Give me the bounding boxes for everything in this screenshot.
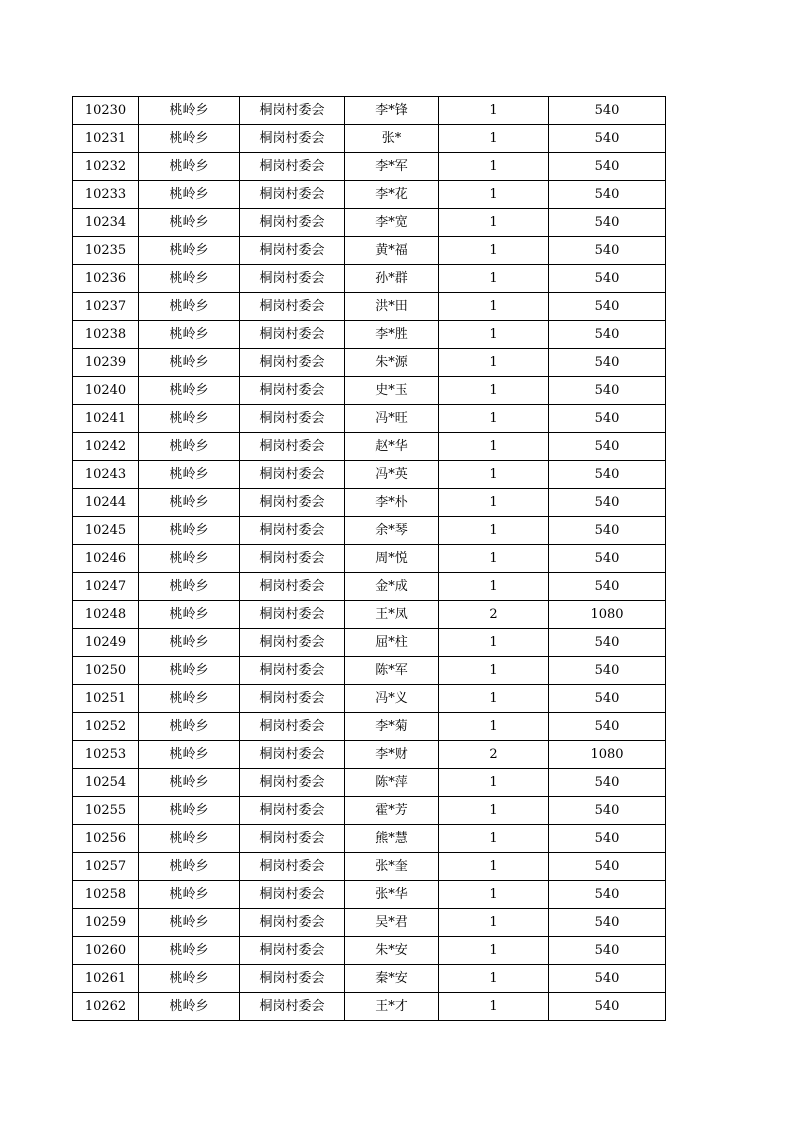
cell-count: 1 [439,181,549,209]
cell-count: 1 [439,265,549,293]
cell-amount: 540 [549,937,666,965]
cell-amount: 540 [549,349,666,377]
cell-township: 桃岭乡 [139,293,240,321]
cell-village: 桐岗村委会 [240,293,345,321]
cell-name: 朱*源 [345,349,439,377]
cell-township: 桃岭乡 [139,237,240,265]
cell-amount: 540 [549,405,666,433]
table-row [73,125,666,153]
table-row [73,741,666,769]
cell-township: 桃岭乡 [139,881,240,909]
cell-village: 桐岗村委会 [240,741,345,769]
cell-name: 李*锋 [345,97,439,125]
cell-amount: 540 [549,685,666,713]
cell-village: 桐岗村委会 [240,181,345,209]
cell-township: 桃岭乡 [139,993,240,1021]
cell-count: 1 [439,797,549,825]
cell-id: 10257 [73,853,139,881]
table-row [73,685,666,713]
cell-id: 10247 [73,573,139,601]
table-row [73,377,666,405]
table-row [73,853,666,881]
cell-village: 桐岗村委会 [240,937,345,965]
cell-id: 10249 [73,629,139,657]
table-body [73,97,666,1021]
cell-count: 1 [439,881,549,909]
cell-township: 桃岭乡 [139,97,240,125]
table-row [73,321,666,349]
cell-id: 10259 [73,909,139,937]
cell-count: 1 [439,461,549,489]
cell-amount: 540 [549,825,666,853]
table-row [73,293,666,321]
cell-name: 冯*旺 [345,405,439,433]
cell-township: 桃岭乡 [139,405,240,433]
cell-township: 桃岭乡 [139,377,240,405]
cell-id: 10243 [73,461,139,489]
cell-village: 桐岗村委会 [240,825,345,853]
cell-township: 桃岭乡 [139,181,240,209]
cell-name: 李*财 [345,741,439,769]
cell-amount: 540 [549,797,666,825]
cell-count: 1 [439,545,549,573]
cell-name: 李*菊 [345,713,439,741]
cell-count: 1 [439,685,549,713]
cell-township: 桃岭乡 [139,937,240,965]
cell-name: 李*宽 [345,209,439,237]
table-row [73,909,666,937]
cell-count: 1 [439,965,549,993]
cell-name: 李*花 [345,181,439,209]
cell-amount: 540 [549,181,666,209]
cell-count: 2 [439,601,549,629]
cell-village: 桐岗村委会 [240,433,345,461]
cell-amount: 540 [549,237,666,265]
cell-village: 桐岗村委会 [240,713,345,741]
cell-village: 桐岗村委会 [240,573,345,601]
table-row [73,461,666,489]
cell-township: 桃岭乡 [139,433,240,461]
cell-id: 10251 [73,685,139,713]
cell-count: 1 [439,489,549,517]
cell-count: 1 [439,993,549,1021]
cell-amount: 540 [549,433,666,461]
cell-township: 桃岭乡 [139,769,240,797]
cell-amount: 540 [549,377,666,405]
cell-id: 10250 [73,657,139,685]
cell-count: 1 [439,909,549,937]
cell-id: 10241 [73,405,139,433]
cell-name: 冯*英 [345,461,439,489]
cell-name: 陈*萍 [345,769,439,797]
cell-name: 洪*田 [345,293,439,321]
cell-township: 桃岭乡 [139,517,240,545]
cell-id: 10242 [73,433,139,461]
cell-id: 10230 [73,97,139,125]
cell-count: 1 [439,433,549,461]
cell-township: 桃岭乡 [139,153,240,181]
cell-amount: 540 [549,713,666,741]
cell-amount: 540 [549,461,666,489]
table-row [73,993,666,1021]
cell-name: 李*胜 [345,321,439,349]
cell-id: 10231 [73,125,139,153]
data-table [72,96,666,1021]
cell-name: 余*琴 [345,517,439,545]
cell-name: 陈*军 [345,657,439,685]
cell-village: 桐岗村委会 [240,125,345,153]
cell-township: 桃岭乡 [139,209,240,237]
cell-village: 桐岗村委会 [240,657,345,685]
cell-id: 10240 [73,377,139,405]
cell-name: 张* [345,125,439,153]
table-row [73,881,666,909]
cell-amount: 540 [549,209,666,237]
cell-id: 10236 [73,265,139,293]
cell-count: 1 [439,937,549,965]
cell-village: 桐岗村委会 [240,545,345,573]
cell-id: 10232 [73,153,139,181]
cell-township: 桃岭乡 [139,461,240,489]
cell-amount: 1080 [549,741,666,769]
cell-village: 桐岗村委会 [240,965,345,993]
cell-village: 桐岗村委会 [240,797,345,825]
cell-id: 10237 [73,293,139,321]
cell-amount: 540 [549,573,666,601]
cell-village: 桐岗村委会 [240,993,345,1021]
cell-name: 黄*福 [345,237,439,265]
cell-village: 桐岗村委会 [240,853,345,881]
cell-name: 熊*慧 [345,825,439,853]
cell-township: 桃岭乡 [139,321,240,349]
cell-township: 桃岭乡 [139,825,240,853]
table-row [73,573,666,601]
cell-amount: 540 [549,769,666,797]
cell-id: 10239 [73,349,139,377]
cell-village: 桐岗村委会 [240,265,345,293]
table-row [73,97,666,125]
cell-village: 桐岗村委会 [240,349,345,377]
cell-amount: 540 [549,909,666,937]
table-row [73,489,666,517]
cell-village: 桐岗村委会 [240,489,345,517]
cell-township: 桃岭乡 [139,349,240,377]
cell-name: 秦*安 [345,965,439,993]
cell-id: 10233 [73,181,139,209]
table-row [73,965,666,993]
cell-amount: 540 [549,517,666,545]
cell-township: 桃岭乡 [139,573,240,601]
cell-amount: 1080 [549,601,666,629]
cell-township: 桃岭乡 [139,265,240,293]
cell-township: 桃岭乡 [139,909,240,937]
cell-amount: 540 [549,265,666,293]
cell-count: 1 [439,573,549,601]
table-row [73,237,666,265]
cell-amount: 540 [549,125,666,153]
table-row [73,545,666,573]
cell-id: 10245 [73,517,139,545]
table-row [73,209,666,237]
cell-amount: 540 [549,629,666,657]
cell-id: 10235 [73,237,139,265]
table-row [73,349,666,377]
cell-id: 10246 [73,545,139,573]
cell-count: 1 [439,237,549,265]
cell-count: 1 [439,825,549,853]
table-row [73,713,666,741]
cell-name: 朱*安 [345,937,439,965]
cell-count: 1 [439,377,549,405]
cell-id: 10234 [73,209,139,237]
cell-amount: 540 [549,853,666,881]
cell-amount: 540 [549,657,666,685]
cell-id: 10256 [73,825,139,853]
table-row [73,769,666,797]
cell-village: 桐岗村委会 [240,629,345,657]
table-row [73,433,666,461]
cell-id: 10258 [73,881,139,909]
cell-count: 1 [439,405,549,433]
cell-amount: 540 [549,965,666,993]
cell-id: 10254 [73,769,139,797]
cell-village: 桐岗村委会 [240,237,345,265]
cell-township: 桃岭乡 [139,545,240,573]
cell-township: 桃岭乡 [139,965,240,993]
cell-amount: 540 [549,881,666,909]
cell-id: 10260 [73,937,139,965]
cell-name: 李*朴 [345,489,439,517]
cell-amount: 540 [549,293,666,321]
cell-name: 孙*群 [345,265,439,293]
cell-village: 桐岗村委会 [240,685,345,713]
cell-amount: 540 [549,545,666,573]
table-row [73,405,666,433]
cell-village: 桐岗村委会 [240,769,345,797]
cell-township: 桃岭乡 [139,685,240,713]
cell-village: 桐岗村委会 [240,209,345,237]
cell-count: 1 [439,629,549,657]
cell-village: 桐岗村委会 [240,461,345,489]
cell-township: 桃岭乡 [139,629,240,657]
table-row [73,265,666,293]
cell-village: 桐岗村委会 [240,377,345,405]
cell-township: 桃岭乡 [139,601,240,629]
cell-name: 金*成 [345,573,439,601]
table-row [73,797,666,825]
cell-name: 屈*柱 [345,629,439,657]
cell-count: 1 [439,349,549,377]
cell-amount: 540 [549,153,666,181]
cell-count: 1 [439,517,549,545]
cell-village: 桐岗村委会 [240,909,345,937]
cell-name: 史*玉 [345,377,439,405]
table-row [73,517,666,545]
cell-amount: 540 [549,321,666,349]
cell-id: 10253 [73,741,139,769]
cell-count: 1 [439,769,549,797]
cell-count: 2 [439,741,549,769]
cell-name: 张*华 [345,881,439,909]
cell-count: 1 [439,293,549,321]
cell-township: 桃岭乡 [139,125,240,153]
cell-village: 桐岗村委会 [240,321,345,349]
table-row [73,629,666,657]
table-row [73,601,666,629]
cell-id: 10248 [73,601,139,629]
cell-count: 1 [439,657,549,685]
cell-name: 王*凤 [345,601,439,629]
cell-name: 吴*君 [345,909,439,937]
table-row [73,153,666,181]
cell-township: 桃岭乡 [139,797,240,825]
table-row [73,937,666,965]
cell-village: 桐岗村委会 [240,881,345,909]
cell-name: 李*军 [345,153,439,181]
cell-amount: 540 [549,489,666,517]
cell-id: 10244 [73,489,139,517]
cell-count: 1 [439,125,549,153]
cell-count: 1 [439,853,549,881]
cell-township: 桃岭乡 [139,657,240,685]
cell-township: 桃岭乡 [139,741,240,769]
cell-amount: 540 [549,993,666,1021]
cell-township: 桃岭乡 [139,853,240,881]
table-row [73,181,666,209]
cell-count: 1 [439,97,549,125]
cell-village: 桐岗村委会 [240,97,345,125]
cell-id: 10238 [73,321,139,349]
table-row [73,825,666,853]
cell-village: 桐岗村委会 [240,517,345,545]
cell-name: 赵*华 [345,433,439,461]
cell-name: 王*才 [345,993,439,1021]
cell-village: 桐岗村委会 [240,153,345,181]
cell-township: 桃岭乡 [139,713,240,741]
cell-id: 10255 [73,797,139,825]
cell-count: 1 [439,713,549,741]
table-row [73,657,666,685]
cell-count: 1 [439,321,549,349]
cell-count: 1 [439,209,549,237]
cell-village: 桐岗村委会 [240,405,345,433]
cell-name: 周*悦 [345,545,439,573]
cell-village: 桐岗村委会 [240,601,345,629]
cell-amount: 540 [549,97,666,125]
cell-name: 张*奎 [345,853,439,881]
cell-id: 10261 [73,965,139,993]
cell-id: 10262 [73,993,139,1021]
cell-id: 10252 [73,713,139,741]
cell-township: 桃岭乡 [139,489,240,517]
cell-name: 霍*芳 [345,797,439,825]
cell-count: 1 [439,153,549,181]
cell-name: 冯*义 [345,685,439,713]
